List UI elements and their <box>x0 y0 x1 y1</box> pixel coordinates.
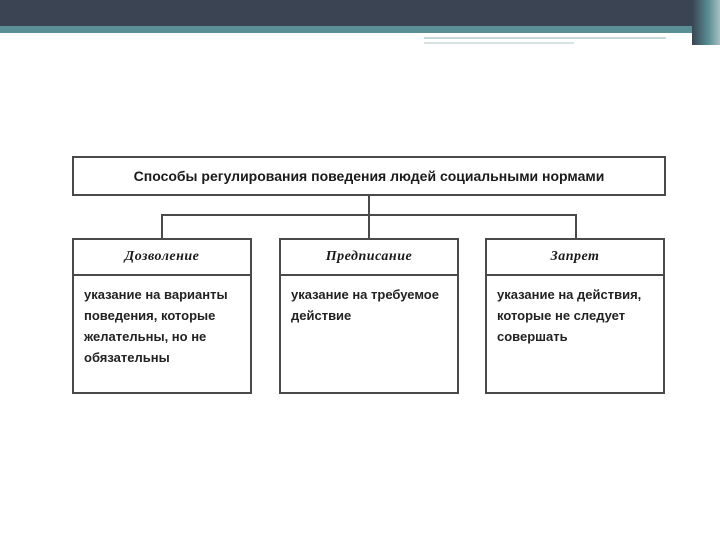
column-heading: Предписание <box>281 240 457 276</box>
column-text: указание на варианты поведения, которые желательны, но не обязательны <box>84 287 228 365</box>
column-prohibition <box>485 238 665 394</box>
connector-main <box>368 196 370 216</box>
column-heading: Запрет <box>487 240 663 276</box>
column-heading: Дозволение <box>74 240 250 276</box>
column-text: указание на требуемое действие <box>291 287 439 323</box>
connector-col-3 <box>575 214 577 238</box>
connector-col-2 <box>368 214 370 238</box>
column-permission <box>72 238 252 394</box>
connector-col-1 <box>161 214 163 238</box>
column-prescription <box>279 238 459 394</box>
column-text: указание на действия, которые не следует совершать <box>497 287 642 344</box>
diagram-title: Способы регулирования поведения людей социальными нормами <box>72 156 666 196</box>
